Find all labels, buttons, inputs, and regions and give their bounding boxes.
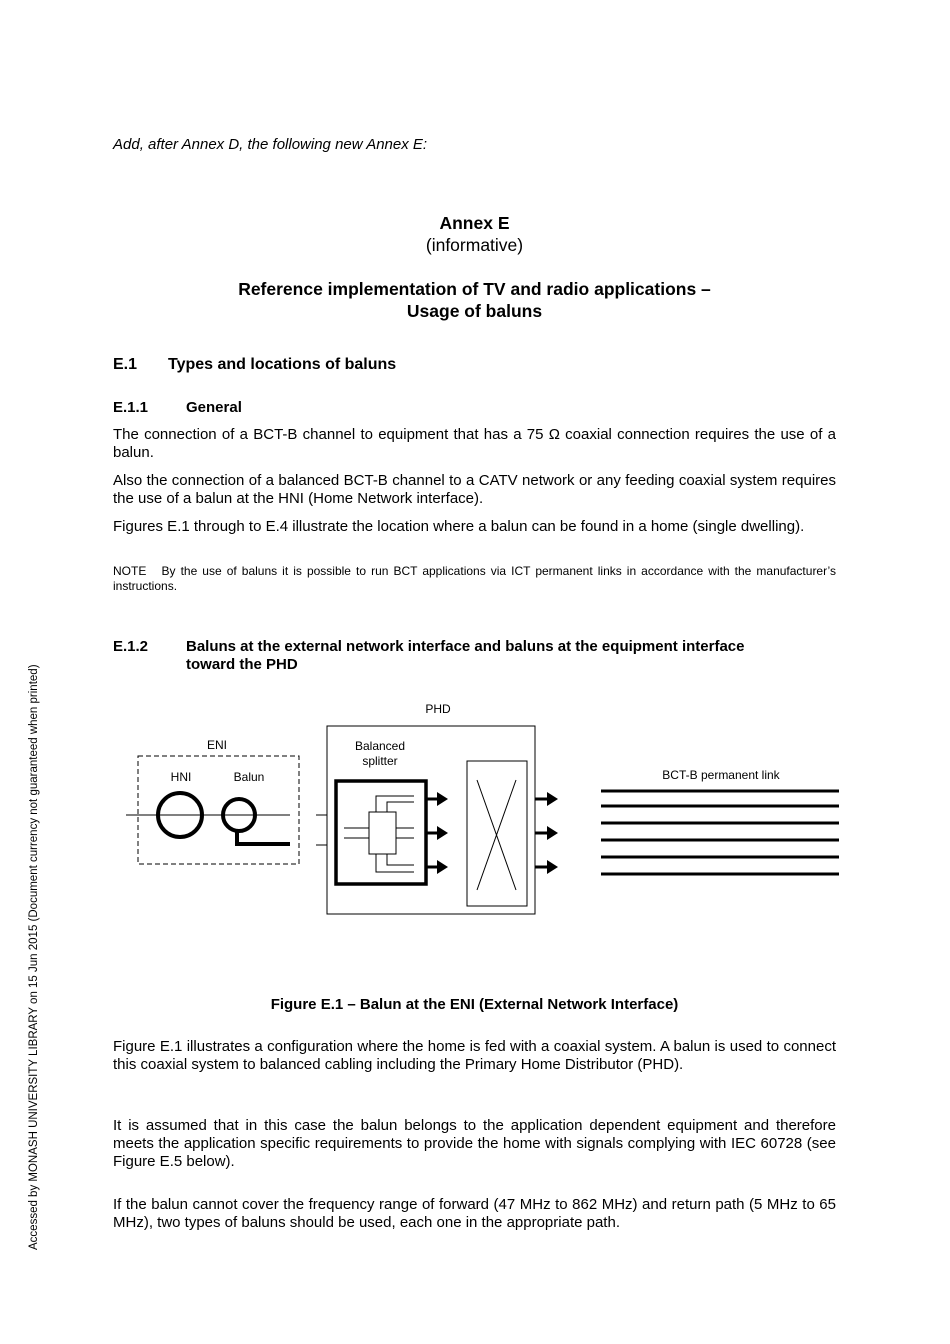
section-e11-title: General <box>186 399 242 416</box>
splitter-label-2: splitter <box>362 754 398 768</box>
phd-label: PHD <box>425 702 451 716</box>
paragraph: Figures E.1 through to E.4 illustrate the location where a balun can be found in a home (single dwelling). <box>113 518 805 535</box>
annex-heading-2: Usage of baluns <box>406 301 543 321</box>
section-e12-title-2: toward the PHD <box>186 656 298 673</box>
hni-label: HNI <box>170 770 192 784</box>
annex-title: Annex E <box>439 213 510 233</box>
note-label: NOTE <box>113 564 147 578</box>
intro-text: Add, after Annex D, the following new Annex E: <box>113 136 428 153</box>
annex-type: (informative) <box>425 235 524 255</box>
annex-heading-1: Reference implementation of TV and radio applications – <box>238 279 711 299</box>
paragraph: Also the connection of a balanced BCT-B channel to a CATV network or any feeding coaxial system requires the use of a balun at the HNI (Home Network interface). <box>113 472 836 507</box>
paragraph: If the balun cannot cover the frequency range of forward (47 MHz to 862 MHz) and return path (5 MHz to 65 MHz), two types of baluns should be used, each one in the appropriate path. <box>113 1196 836 1231</box>
balun-label: Balun <box>233 770 265 784</box>
note-text: By the use of baluns it is possible to run BCT applications via ICT permanent links in accordance with the manufacturer’s instructions. <box>113 564 836 593</box>
link-label: BCT-B permanent link <box>662 768 780 782</box>
paragraph: The connection of a BCT-B channel to equipment that has a 75 Ω coaxial connection requires the use of a balun. <box>113 426 836 461</box>
permanent-link-lines <box>601 791 839 874</box>
eni-box <box>138 756 299 864</box>
figure-caption: Figure E.1 – Balun at the ENI (External Network Interface) <box>270 996 679 1013</box>
eni-label: ENI <box>206 738 228 752</box>
section-e1-number: E.1 <box>113 356 138 373</box>
section-e12-title-1: Baluns at the external network interface and baluns at the equipment interface <box>186 638 745 655</box>
paragraph: It is assumed that in this case the balun belongs to the application dependent equipment and therefore meets the application specific requirements to provide the home with signals complying with IEC 60728 (see Figure E.5 below). <box>113 1117 836 1170</box>
phd-output-arrows <box>535 792 558 874</box>
paragraph: Figure E.1 illustrates a configuration where the home is fed with a coaxial system. A balun is used to connect this coaxial system to balanced cabling including the Primary Home Distributor (PHD). <box>113 1038 836 1073</box>
access-notice: Accessed by MONASH UNIVERSITY LIBRARY on 15 Jun 2015 (Document currency not guaranteed when printed) <box>28 664 40 1250</box>
phd-box <box>327 726 535 914</box>
section-e12-number: E.1.2 <box>113 638 149 655</box>
section-e11-number: E.1.1 <box>113 399 149 416</box>
splitter-output-arrows <box>426 792 448 874</box>
section-e1-title: Types and locations of baluns <box>168 356 397 373</box>
splitter-label-1: Balanced <box>354 739 406 753</box>
